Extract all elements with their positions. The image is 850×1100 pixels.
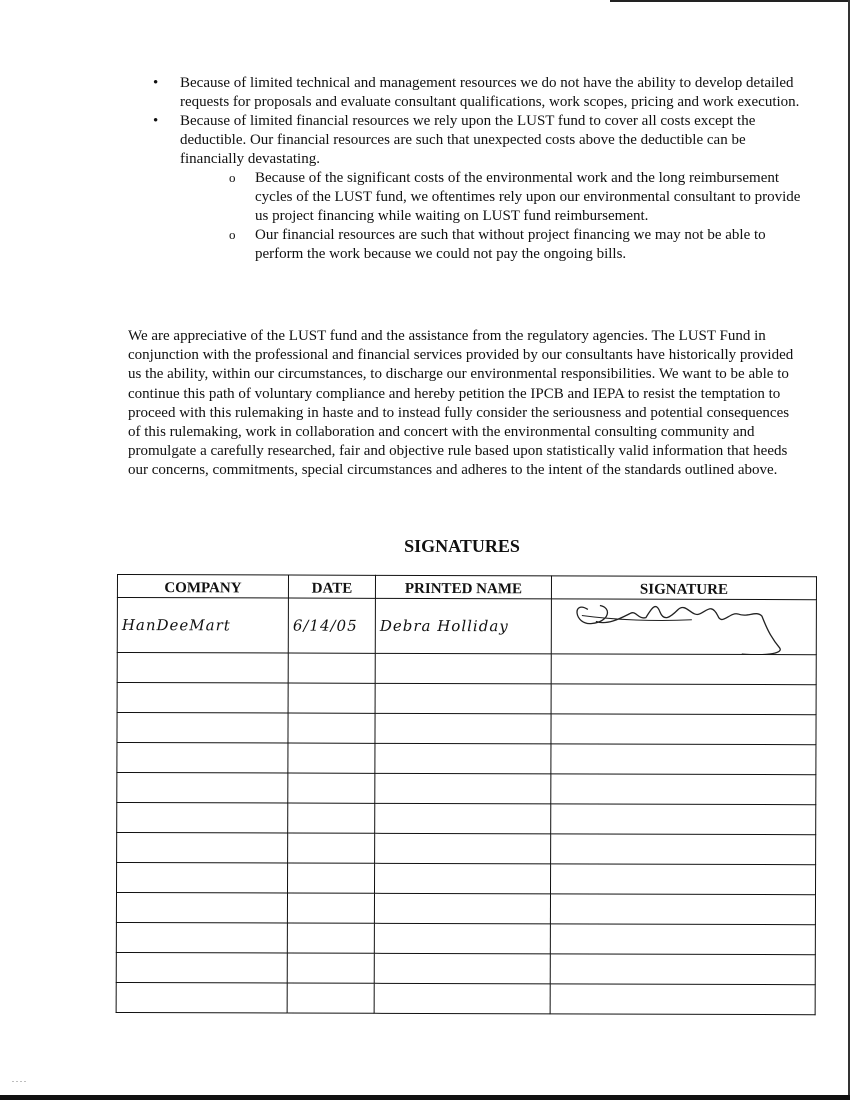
signature-cell[interactable] — [550, 984, 815, 1015]
date-cell[interactable] — [287, 923, 374, 953]
bullet-text: Because of limited financial resources we rely upon the LUST fund to cover all costs except the deductible. Our financial resources are such that unexpected costs above the deductible can be financially devastating. — [180, 113, 756, 167]
scan-edge-top — [610, 0, 850, 2]
date-cell[interactable] — [287, 983, 374, 1013]
printed-name-cell[interactable] — [375, 773, 551, 804]
table-row — [117, 713, 816, 745]
date-handwritten: 6/14/05 — [292, 616, 358, 635]
company-cell[interactable] — [117, 683, 288, 714]
signature-table — [116, 574, 817, 1015]
date-cell[interactable] — [287, 893, 374, 923]
table-header-row — [117, 575, 816, 600]
signature-cell[interactable] — [550, 924, 815, 955]
company-cell[interactable] — [117, 803, 288, 834]
scan-artifact: . . . . — [12, 1075, 26, 1084]
printed-name-cell[interactable] — [374, 983, 550, 1014]
table-row — [116, 982, 815, 1014]
signature-cell[interactable] — [551, 654, 816, 685]
table-row — [117, 653, 816, 685]
printed-name-cell[interactable] — [375, 653, 551, 684]
signature-cell[interactable] — [551, 599, 816, 655]
company-cell[interactable] — [117, 743, 288, 774]
company-cell[interactable] — [117, 713, 288, 744]
signature-cell[interactable] — [551, 774, 816, 805]
body-paragraph: We are appreciative of the LUST fund and the assistance from the regulatory agencies. The LUST Fund in conjunction with the professional and financial services provided by our consultants have historically provided us the ability, within our circumstances, to discharge our environmental responsibilities. We want to be able to continue this path of voluntary compliance and hereby petition the IPCB and IEPA to resist the temptation to proceed with this rulemaking in haste and to instead fully consider the seriousness and potential consequences of this rulemaking, work in collaboration and concert with the environmental consulting community and promulgate a carefully researched, fair and objective rule based upon statistically valid information that heeds our concerns, commitments, special circumstances and adheres to the intent of the standards outlined above. — [128, 328, 794, 479]
printed-name-cell[interactable] — [374, 863, 550, 894]
signature-cell[interactable] — [551, 834, 816, 865]
bullet-text: Because of limited technical and management resources we do not have the ability to develop detailed requests for proposals and evaluate consultant qualifications, work scopes, pricing and work execution. — [180, 75, 800, 110]
company-cell[interactable] — [117, 598, 288, 654]
date-cell[interactable] — [288, 598, 375, 653]
column-header-company: COMPANY — [117, 575, 288, 599]
table-row — [116, 952, 815, 984]
printed-name-cell[interactable] — [375, 743, 551, 774]
company-cell[interactable] — [116, 952, 287, 983]
printed-name-cell[interactable] — [375, 833, 551, 864]
sub-bullet-text: Our financial resources are such that without project financing we may not be able to perform the work because we could not pay the ongoing bills. — [255, 227, 766, 262]
signature-cell[interactable] — [551, 804, 816, 835]
company-cell[interactable] — [117, 653, 288, 684]
table-row — [117, 598, 816, 655]
company-handwritten: HanDeeMart — [121, 616, 231, 635]
bullet-item — [150, 112, 805, 264]
table-row — [117, 833, 816, 865]
sub-bullet-text: Because of the significant costs of the environmental work and the long reimbursement cycles of the LUST fund, we oftentimes rely upon our environmental consultant to provide us project financing while waiting on LUST fund reimbursement. — [255, 170, 801, 224]
printed-name-cell[interactable] — [375, 598, 551, 654]
date-cell[interactable] — [288, 713, 375, 743]
signature-cell[interactable] — [551, 744, 816, 775]
date-cell[interactable] — [288, 833, 375, 863]
scan-edge-bottom — [0, 1095, 850, 1100]
table-row — [117, 743, 816, 775]
printed-name-cell[interactable] — [374, 893, 550, 924]
date-cell[interactable] — [288, 803, 375, 833]
company-cell[interactable] — [116, 922, 287, 953]
handwritten-signature — [552, 595, 812, 654]
bullet-list — [150, 74, 805, 264]
table-row — [117, 803, 816, 835]
table-row — [116, 922, 815, 954]
signature-cell[interactable] — [551, 714, 816, 745]
signature-cell[interactable] — [550, 864, 815, 895]
signature-cell[interactable] — [551, 684, 816, 715]
date-cell[interactable] — [287, 863, 374, 893]
signature-cell[interactable] — [550, 954, 815, 985]
date-cell[interactable] — [288, 743, 375, 773]
company-cell[interactable] — [117, 773, 288, 804]
table-row — [117, 773, 816, 805]
column-header-date: DATE — [288, 575, 375, 598]
sub-bullet-item — [229, 169, 805, 226]
printed-name-cell[interactable] — [374, 923, 550, 954]
column-header-signature: SIGNATURE — [551, 576, 816, 600]
date-cell[interactable] — [287, 953, 374, 983]
date-cell[interactable] — [288, 773, 375, 803]
date-cell[interactable] — [288, 683, 375, 713]
company-cell[interactable] — [116, 982, 287, 1013]
company-cell[interactable] — [117, 833, 288, 864]
bullet-item — [150, 74, 805, 112]
printed-name-cell[interactable] — [375, 803, 551, 834]
printed-name-cell[interactable] — [375, 713, 551, 744]
printed-name-handwritten: Debra Holliday — [379, 616, 509, 636]
column-header-printed-name: PRINTED NAME — [375, 575, 551, 599]
signature-cell[interactable] — [550, 894, 815, 925]
printed-name-cell[interactable] — [374, 953, 550, 984]
table-row — [116, 893, 815, 925]
table-row — [116, 863, 815, 895]
sub-bullet-list — [180, 169, 805, 264]
printed-name-cell[interactable] — [375, 683, 551, 714]
sub-bullet-item — [229, 226, 805, 264]
date-cell[interactable] — [288, 653, 375, 683]
table-row — [117, 683, 816, 715]
signatures-heading: SIGNATURES — [404, 536, 520, 556]
company-cell[interactable] — [116, 863, 287, 894]
company-cell[interactable] — [116, 893, 287, 924]
